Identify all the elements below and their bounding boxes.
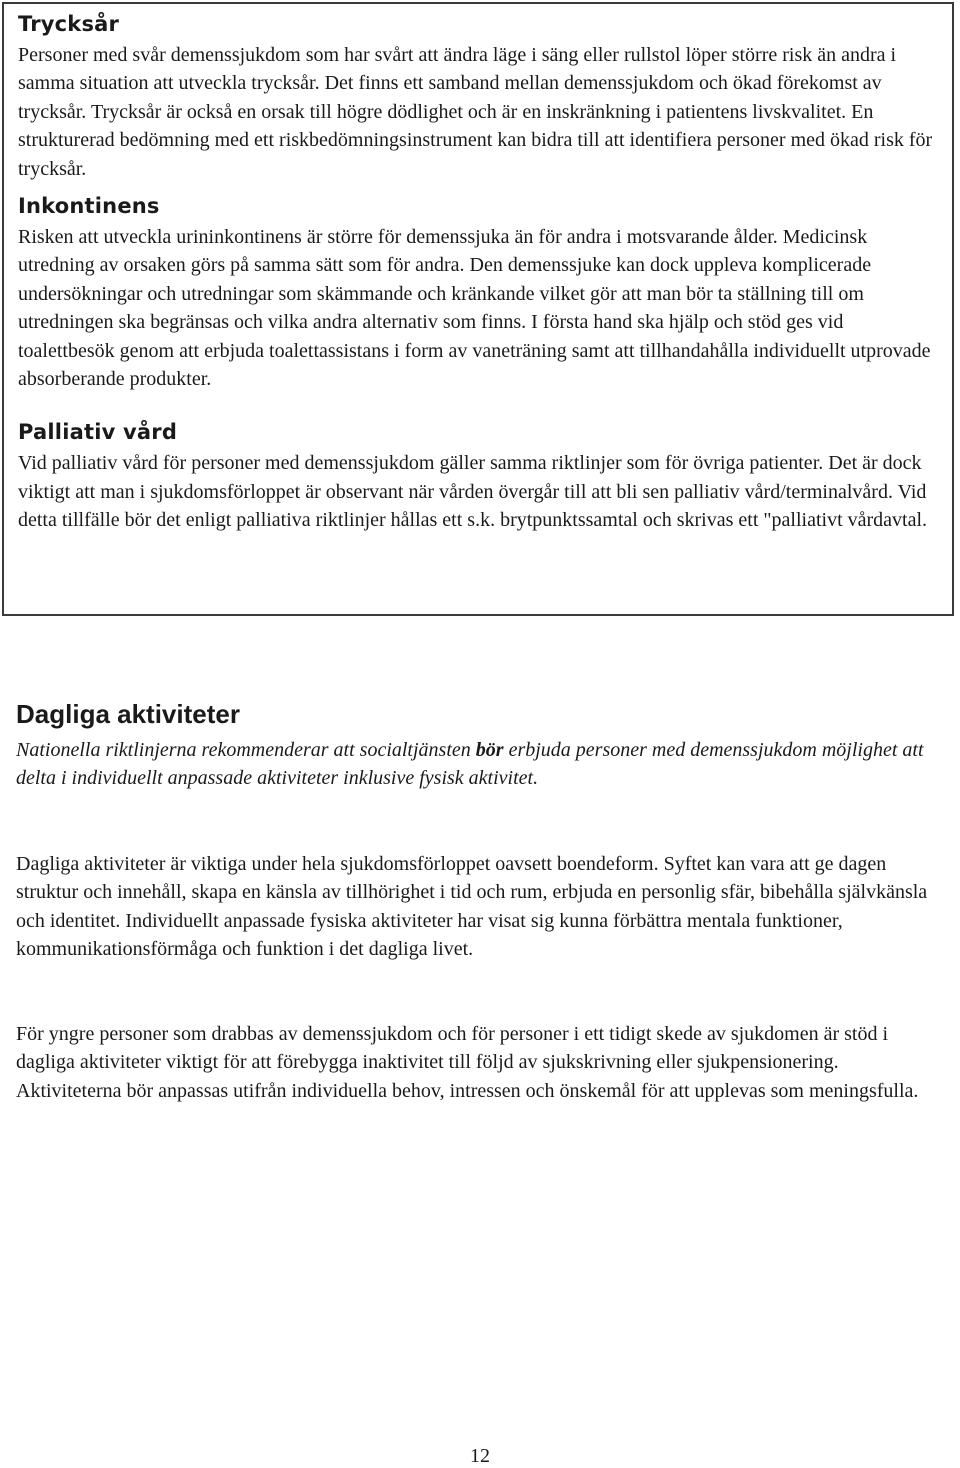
paragraph-inkontinens: Risken att utveckla urininkontinens är större för demenssjuka än för andra i motsvarande ålder. Medicinsk utredning av orsaken görs på samma sätt som för andra. Den demenssjuke kan dock uppleva komplicerade undersökningar och utredningar som skämmande och kränkande vilket gör att man bör ta ställning till om utredningen ska begränsas och vilka andra alternativ som finns. I första hand ska hjälp och stöd ges vid toalettbesök genom att erbjuda toalettassistans i form av vaneträning samt att tillhandahålla individuellt utprovade absorberande produkter.: [18, 226, 931, 391]
intro-emphasis: bör: [475, 739, 504, 761]
heading-trycksar: Trycksår: [18, 12, 120, 36]
intro-text-end: erbjuda personer med demenssjukdom möjlighet att delta i individuellt anpassade aktiviteter inklusive fysisk aktivitet.: [16, 739, 924, 790]
paragraph-palliativ-vard: Vid palliativ vård för personer med demenssjukdom gäller samma riktlinjer som för övriga patienter. Det är dock viktigt att man i sjukdomsförloppet är observant när vården övergår till att bli sen palliativ vård/terminalvård. Vid detta tillfälle bör det enligt palliativa riktlinjer hållas ett s.k. brytpunktssamtal och skrivas ett "palliativt vårdavtal.: [18, 452, 928, 532]
heading-palliativ-vard: Palliativ vård: [18, 420, 178, 445]
paragraph-trycksar: Personer med svår demenssjukdom som har svårt att ändra läge i säng eller rullstol löper större risk än andra i samma situation att utveckla trycksår. Det finns ett samband mellan demenssjukdom och ökad förekomst av trycksår. Trycksår är också en orsak till högre dödlighet och är en inskränkning i patientens livskvalitet. En strukturerad bedömning med ett riskbedömningsinstrument kan bidra till att identifiera personer med ökad risk för trycksår.: [18, 44, 933, 180]
boxed-section: [2, 2, 954, 616]
heading-inkontinens: Inkontinens: [18, 194, 160, 219]
intro-paragraph: [16, 736, 946, 793]
paragraph-younger-persons: För yngre personer som drabbas av demenssjukdom och för personer i ett tidigt skede av sjukdomen är stöd i dagliga aktiviteter viktigt för att förebygga inaktivitet till följd av sjukskrivning eller sjukpensionering. Aktiviteterna bör anpassas utifrån individuella behov, intressen och önskemål för att upplevas som meningsfulla.: [16, 1023, 919, 1102]
page-number: 12: [470, 1445, 490, 1467]
intro-text-start: Nationella riktlinjerna rekommenderar att socialtjänsten: [16, 739, 476, 761]
heading-dagliga-aktiviteter: Dagliga aktiviteter: [16, 699, 240, 729]
paragraph-daily-activities: Dagliga aktiviteter är viktiga under hela sjukdomsförloppet oavsett boendeform. Syftet kan vara att ge dagen struktur och innehåll, skapa en känsla av tillhörighet i tid och rum, erbjuda en personlig sfär, bibehålla självkänsla och identitet. Individuellt anpassade fysiska aktiviteter har visat sig kunna förbättra mentala funktioner, kommunikationsförmåga och funktion i det dagliga livet.: [16, 853, 928, 961]
